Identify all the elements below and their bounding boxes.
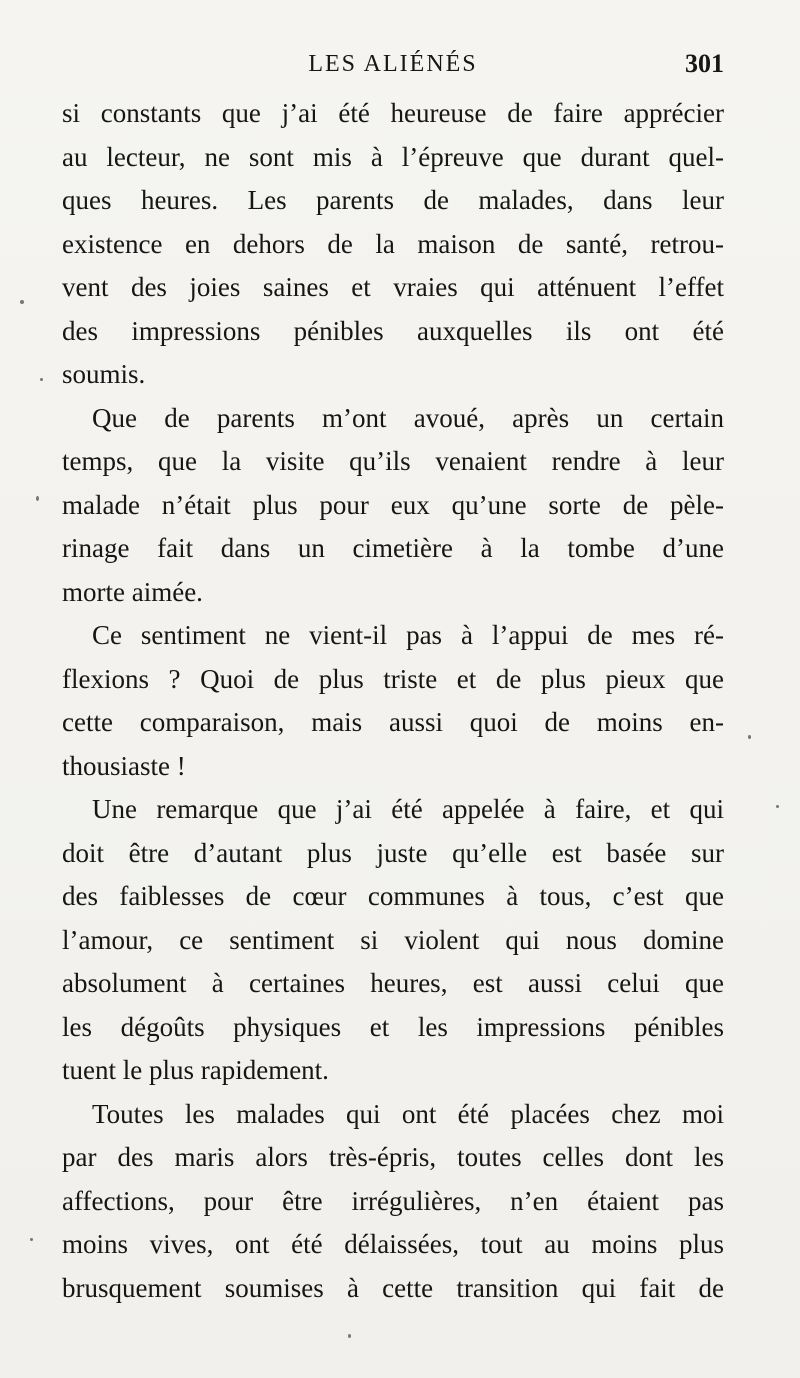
text-line: moins vives, ont été délaissées, tout au moins plus: [62, 1229, 724, 1259]
text-line: morte aimée.: [62, 576, 203, 607]
text-line: cette comparaison, mais aussi quoi de moins en-: [62, 707, 724, 737]
text-line: existence en dehors de la maison de santé, retrou-: [62, 228, 724, 259]
text-line: soumis.: [62, 359, 146, 389]
text-line: affections, pour être irrégulières, n’en étaient pas: [62, 1185, 724, 1216]
page-number: 301: [685, 49, 724, 78]
running-head: [62, 46, 724, 82]
text-line: des faiblesses de cœur communes à tous, c’est que: [62, 881, 724, 911]
text-line: les dégoûts physiques et les impressions pénibles: [62, 1011, 724, 1042]
paper-speck: [20, 300, 24, 304]
paper-speck: [348, 1334, 351, 1338]
text-line: rinage fait dans un cimetière à la tombe d’une: [62, 533, 724, 563]
text-line: Ce sentiment ne vient-il pas à l’appui de mes ré-: [92, 620, 724, 650]
paper-speck: [776, 805, 779, 808]
text-line: thousiaste !: [62, 750, 186, 781]
text-line: par des maris alors très-épris, toutes celles dont les: [62, 1142, 724, 1172]
text-line: tuent le plus rapidement.: [62, 1055, 329, 1085]
text-line: ques heures. Les parents de malades, dans leur: [62, 185, 724, 215]
text-line: Toutes les malades qui ont été placées chez moi: [92, 1098, 724, 1129]
text-line: temps, que la visite qu’ils venaient rendre à leur: [62, 446, 724, 476]
paper-speck: [40, 378, 43, 381]
running-title: LES ALIÉNÉS: [308, 51, 478, 77]
text-line: l’amour, ce sentiment si violent qui nous domine: [62, 924, 724, 955]
text-line: flexions ? Quoi de plus triste et de plus pieux que: [62, 663, 724, 694]
text-line: si constants que j’ai été heureuse de faire apprécier: [62, 98, 724, 128]
paper-speck: [36, 496, 39, 501]
text-line: Une remarque que j’ai été appelée à faire, et qui: [92, 794, 724, 824]
paper-speck: [30, 1238, 33, 1241]
text-line: vent des joies saines et vraies qui atténuent l’effet: [62, 272, 724, 302]
body-text: [62, 92, 724, 1310]
paper-speck: [748, 735, 751, 739]
text-line: au lecteur, ne sont mis à l’épreuve que durant quel-: [62, 141, 724, 172]
text-line: malade n’était plus pour eux qu’une sorte de pèle-: [62, 489, 724, 520]
text-line: absolument à certaines heures, est aussi celui que: [62, 968, 724, 998]
text-line: brusquement soumises à cette transition qui fait de: [62, 1272, 724, 1303]
text-line: des impressions pénibles auxquelles ils ont été: [62, 315, 724, 346]
text-line: doit être d’autant plus juste qu’elle est basée sur: [62, 837, 724, 868]
text-line: Que de parents m’ont avoué, après un certain: [92, 402, 724, 433]
